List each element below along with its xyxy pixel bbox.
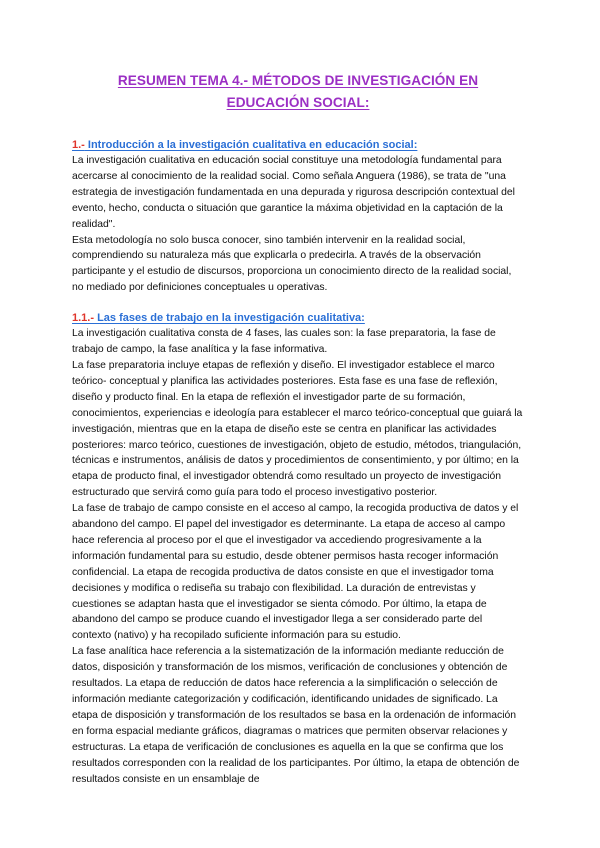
document-title-line-2: EDUCACIÓN SOCIAL: [226,95,370,110]
paragraph: La fase preparatoria incluye etapas de reflexión y diseño. El investigador establece el marco teórico- conceptual y planifica las actividades posteriores. Esta fase es una fase de reflexión, diseño y producto final. En la etapa de reflexión el investigador parte de su formación, conocimientos, experiencias e ideología para establecer el marco teórico-conceptual que guiará la investigación, mientras que en la etapa de diseño este se centra en planificar las actividades posteriores: marco teórico, cuestiones de investigación, objeto de estudio, métodos, triangulación, técnicas e instrumentos, análisis de datos y procedimientos de consentimiento, y por último; en la etapa de producto final, el investigador obtendrá como resultado un proyecto de investigación estructurado que servirá como guía para todo el proceso investigativo posterior. [72,359,523,499]
paragraph: La fase analítica hace referencia a la sistematización de la información mediante reducción de datos, disposición y transformación de los mismos, verificación de conclusiones y obtención de resultados. La etapa de reducción de datos hace referencia a la simplificación o selección de información mediante categorización y codificación, identificando unidades de significado. La etapa de disposición y transformación de los resultados se basa en la ordenación de información en forma espacial mediante gráficos, diagramas o matrices que permiten observar relaciones y estructuras. La etapa de verificación de conclusiones es aquella en la que se confirma que los resultados corresponden con la realidad de los participantes. Por último, la etapa de obtención de resultados consiste en un ensamblaje de [72,646,520,785]
section-heading-fases [72,311,524,326]
paragraph: La investigación cualitativa en educación social constituye una metodología fundamental para acercarse al conocimiento de la realidad social. Como señala Anguera (1986), se trata de "una estrategia de investigación fundamentada en una depurada y rigurosa descripción contextual del evento, hecho, conducta o situación que garantice la máxima objetividad en la captación de la realidad". [72,155,515,230]
section-spacer [72,296,524,311]
document-title [72,70,524,114]
section-heading-text: Las fases de trabajo en la investigación cualitativa: [94,312,365,325]
section-heading-introduccion [72,138,524,153]
document-page [72,70,524,787]
document-title-line-1: RESUMEN TEMA 4.- MÉTODOS DE INVESTIGACIÓN EN [117,73,479,88]
paragraph: La fase de trabajo de campo consiste en el acceso al campo, la recogida productiva de datos y el abandono del campo. El papel del investigador es determinante. La etapa de acceso al campo hace referencia al proceso por el que el investigador va accediendo progresivamente a la información fundamental para su estudio, desde obtener permisos hasta recoger información confidencial. La etapa de recogida productiva de datos consiste en que el investigador toma decisiones y modifica o rediseña su trabajo con flexibilidad. La duración de entrevistas y cuestiones se adaptan hasta que el investigador se sienta cómodo. Por último, la etapa de abandono del campo se produce cuando el investigador llega a ser considerado parte del contexto (nativo) y ha recopilado suficiente información para su estudio. [72,503,519,642]
section-fases-de-trabajo [72,311,524,787]
section-number: 1.1.- [72,312,95,325]
paragraph: La investigación cualitativa consta de 4 fases, las cuales son: la fase preparatoria, la fase de trabajo de campo, la fase analítica y la fase informativa. [72,328,496,356]
section-heading-text: Introducción a la investigación cualitativa en educación social: [84,139,418,151]
section-introduccion [72,138,524,296]
section-number: 1.- [72,139,85,151]
paragraph: Esta metodología no solo busca conocer, sino también intervenir en la realidad social, comprendiendo su naturaleza más que explicarla o predecirla. A través de la observación participante y el estudio de discursos, proporciona un conocimiento directo de la realidad social, no mediado por definiciones conceptuales u operativas. [72,234,512,294]
